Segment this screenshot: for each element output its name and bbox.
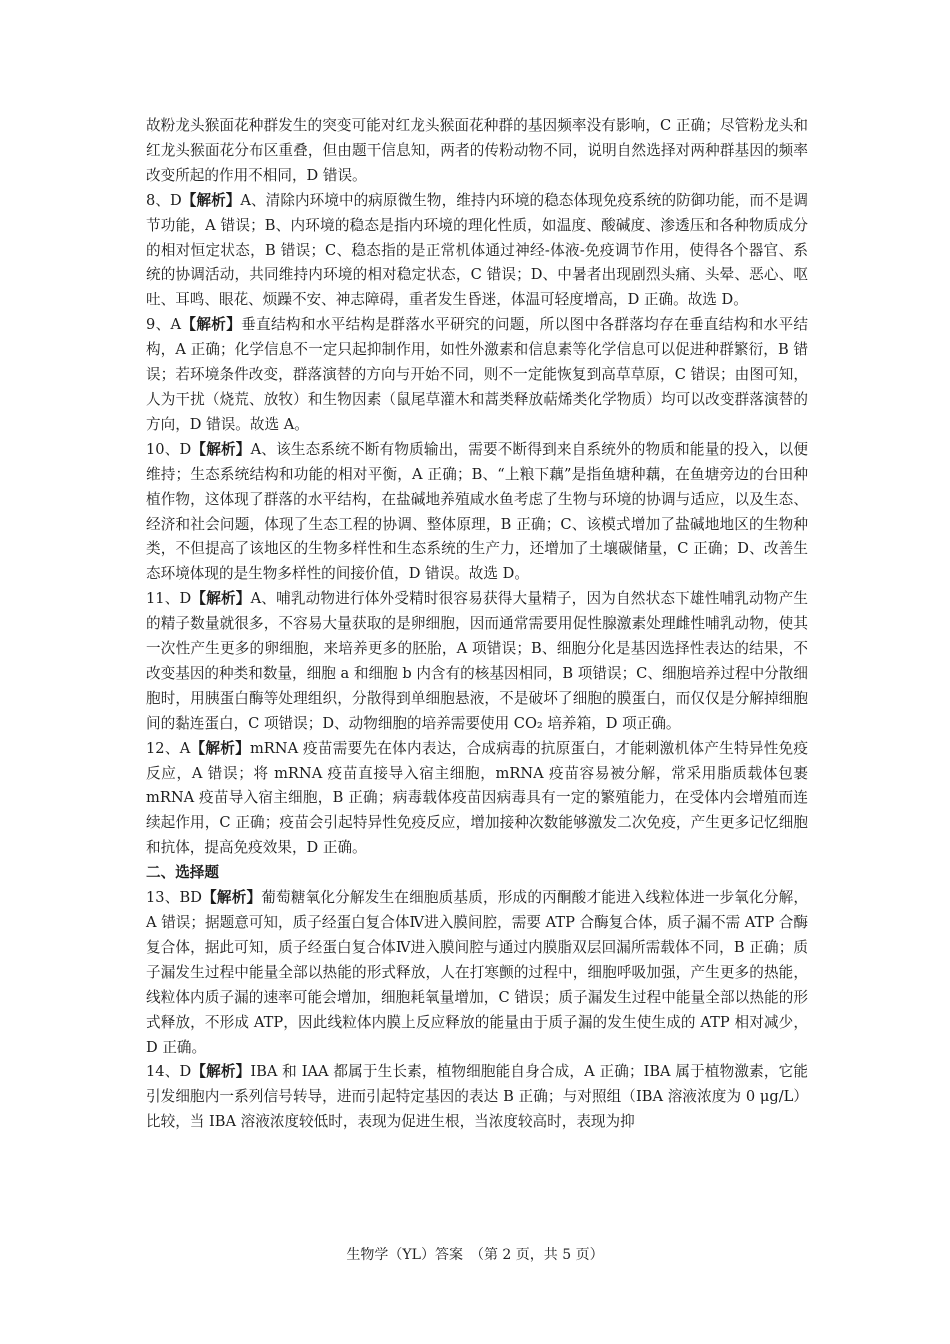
- answer-number: 8、D: [146, 191, 182, 209]
- answer-number: 11、D: [146, 590, 192, 608]
- answer-number: 12、A: [146, 739, 191, 757]
- analysis-tag: 【解析】: [191, 1063, 251, 1081]
- answer-12: [146, 737, 808, 862]
- answer-8: [146, 189, 808, 314]
- analysis-tag: 【解析】: [191, 440, 251, 458]
- answer-number: 14、D: [146, 1063, 192, 1081]
- answer-text: 葡萄糖氧化分解发生在细胞质基质，形成的丙酮酸才能进入线粒体进一步氧化分解，A 错误；据题意可知，质子经蛋白复合体Ⅳ进入膜间腔，需要 ATP 合酶复合体，质子漏不需 ATP 合酶复合体，据此可知，质子经蛋白复合体Ⅳ进入膜间腔与通过内膜脂双层回漏所需载体不同，B 正确；质子漏发生过程中能量全部以热能的形式释放，人在打寒颤的过程中，细胞呼吸加强，产生更多的热能，线粒体内质子漏的速率可能会增加，细胞耗氧量增加，C 错误；质子漏发生过程中能量全部以热能的形式释放，不形成 ATP，因此线粒体内膜上反应释放的能量由于质子漏的发生使生成的 ATP 相对减少，D 正确。: [146, 889, 808, 1056]
- answer-number: 9、A: [146, 316, 182, 334]
- section-heading: 二、选择题: [146, 864, 219, 882]
- answer-text: IBA 和 IAA 都属于生长素，植物细胞能自身合成，A 正确；IBA 属于植物激素，它能引发细胞内一系列信号转导，进而引起特定基因的表达 B 正确；与对照组（IBA 溶液浓度为 0 μg/L）比较，当 IBA 溶液浓度较低时，表现为促进生根，当浓度较高时，表现为抑: [146, 1063, 808, 1131]
- answer-text: mRNA 疫苗需要先在体内表达，合成病毒的抗原蛋白，才能刺激机体产生特异性免疫反应，A 错误；将 mRNA 疫苗直接导入宿主细胞，mRNA 疫苗容易被分解，常采用脂质载体包裹 mRNA 疫苗导入宿主细胞，B 正确；病毒载体疫苗因病毒具有一定的繁殖能力，在受体内会增殖而连续起作用，C 正确；疫苗会引起特异性免疫反应，增加接种次数能够激发二次免疫，产生更多记忆细胞和抗体，提高免疫效果，D 正确。: [146, 739, 809, 857]
- analysis-tag: 【解析】: [191, 590, 251, 608]
- analysis-tag: 【解析】: [181, 316, 242, 334]
- answer-number: 10、D: [146, 440, 192, 458]
- analysis-tag: 【解析】: [181, 191, 241, 209]
- answer-text: A、该生态系统不断有物质输出，需要不断得到来自系统外的物质和能量的投入，以便维持；生态系统结构和功能的相对平衡，A 正确；B、“上粮下藕”是指鱼塘种藕，在鱼塘旁边的台田种植作物，这体现了群落的水平结构，在盐碱地养殖咸水鱼考虑了生物与环境的协调与适应，以及生态、经济和社会问题，体现了生态工程的协调、整体原理，B 正确；C、该模式增加了盐碱地地区的生物种类，不但提高了该地区的生物多样性和生态系统的生产力，还增加了土壤碳储量，C 正确；D、改善生态环境体现的是生物多样性的间接价值，D 错误。故选 D。: [146, 440, 808, 583]
- page-footer: 生物学（YL）答案 （第 2 页，共 5 页）: [346, 1247, 604, 1263]
- answer-11: [146, 587, 808, 736]
- analysis-tag: 【解析】: [190, 739, 250, 757]
- answer-number: 13、BD: [146, 889, 202, 907]
- answer-body: [146, 114, 808, 1135]
- answer-14: [146, 1060, 808, 1135]
- answer-text: A、清除内环境中的病原微生物，维持内环境的稳态体现免疫系统的防御功能，而不是调节功能，A 错误；B、内环境的稳态是指内环境的理化性质，如温度、酸碱度、渗透压和各种物质成分的相对恒定状态，B 错误；C、稳态指的是正常机体通过神经-体液-免疫调节作用，使得各个器官、系统的协调活动，共同维持内环境的相对稳定状态，C 错误；D、中暑者出现剧烈头痛、头晕、恶心、呕吐、耳鸣、眼花、烦躁不安、神志障碍，重者发生昏迷，体温可轻度增高，D 正确。故选 D。: [146, 191, 808, 309]
- answer-13: [146, 886, 808, 1060]
- paragraph-7-continued: 故粉龙头猴面花种群发生的突变可能对红龙头猴面花种群的基因频率没有影响，C 正确；尽管粉龙头和红龙头猴面花分布区重叠，但由题干信息知，两者的传粉动物不同，说明自然选择对两种群基因的频率改变所起的作用不相同，D 错误。: [146, 117, 808, 184]
- answer-text: A、哺乳动物进行体外受精时很容易获得大量精子，因为自然状态下雄性哺乳动物产生的精子数量就很多，不容易大量获取的是卵细胞，因而通常需要用促性腺激素处理雌性哺乳动物，使其一次性产生更多的卵细胞，来培养更多的胚胎，A 项错误；B、细胞分化是基因选择性表达的结果，不改变基因的种类和数量，细胞 a 和细胞 b 内含有的核基因相同，B 项错误；C、细胞培养过程中分散细胞时，用胰蛋白酶等处理组织，分散得到单细胞悬液，不是破坏了细胞的膜蛋白，而仅仅是分解掉细胞间的黏连蛋白，C 项错误；D、动物细胞的培养需要使用 CO₂ 培养箱，D 项正确。: [146, 590, 808, 732]
- answer-10: [146, 438, 808, 587]
- analysis-tag: 【解析】: [201, 889, 262, 907]
- answer-text: 垂直结构和水平结构是群落水平研究的问题，所以图中各群落均存在垂直结构和水平结构，A 正确；化学信息不一定只起抑制作用，如性外激素和信息素等化学信息可以促进种群繁衍，B 错误；若环境条件改变，群落演替的方向与开始不同，则不一定能恢复到高草草原，C 错误；由图可知，人为干扰（烧荒、放牧）和生物因素（鼠尾草灌木和蒿类释放萜烯类化学物质）均可以改变群落演替的方向，D 错误。故选 A。: [146, 316, 808, 433]
- answer-9: [146, 313, 808, 438]
